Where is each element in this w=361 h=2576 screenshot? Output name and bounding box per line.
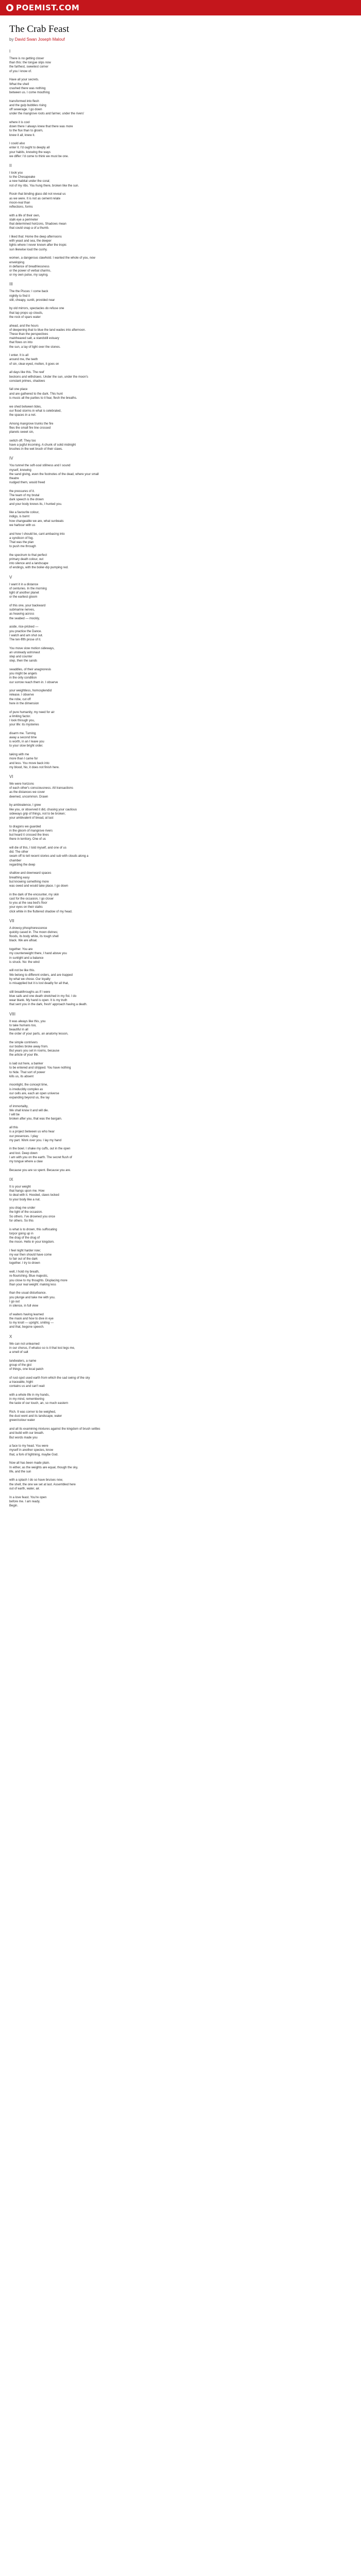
stanza: of this one, your backward submarine nerves, as heaving across the seabed — mockly,	[9, 604, 46, 620]
stanza: in the bowl. I shake my cuffs, out in the open and lost. Deep down I am with you on the earth. The secret flush of my tongue where a claw	[9, 1147, 72, 1164]
poem-section	[9, 282, 298, 451]
section-numeral: VI	[9, 774, 13, 779]
stanza: of waiters having learned the mask and how to dive in eye to my knoll — upright, smiling — and that, begone speech.	[9, 1313, 54, 1329]
stanza: I could also enter it. I'd ought to deeply all your habits, knowing the ways we differ: I'd come to think we must be one.	[9, 142, 69, 158]
stanza: It was always like this, you to take humans too, beautiful in all the order of your parts, an anatomy lesson,	[9, 1020, 69, 1036]
stanza: of pure humanity, my need for air a limiting factor. I look through you, your life: its mysteries	[9, 710, 55, 727]
section-numeral: III	[9, 282, 13, 287]
poem-section	[9, 1177, 298, 1330]
stanza: and all its examining mixtures against the kingdom of brush settles and build with our breath. But words made you	[9, 1428, 101, 1439]
stanza: is laid out here, a banker to be entered and stripped. You have nothing to hide. That sort of power kills us, its absent	[9, 1062, 71, 1078]
stanza: will die of this, I told myself, and one of us did. The other swam off to tell recent stories and sub with clouds along a chamber regarding the deep	[9, 846, 89, 867]
poem-section	[9, 49, 298, 159]
stanza: ahead, and the hours of deepening that to blue the land wades into afternoon. These than the perspectives mainheaved salt, a standstill estuary that flows on into the sun, a lay of light over the stones.	[9, 324, 86, 349]
poem-section	[9, 1334, 298, 1509]
section-numeral: X	[9, 1334, 12, 1339]
section-numeral: II	[9, 163, 12, 168]
poem-section	[9, 575, 298, 770]
stanza: of rust-spot used earth from which the sad swing of the sky a traceable, hight contains us and can't wait	[9, 1376, 90, 1388]
stanza: I took you to the Chesapeake a new habitat under the coral; not of my ribs. You hung there, broken like the sun.	[9, 172, 79, 188]
site-logo-link[interactable]	[6, 3, 79, 12]
stanza: I enter. It is all around me, the teeth of sin, clear-eyed, molten, it goes on	[9, 354, 59, 366]
stanza: by ambivalence, I grew like you, or observed it did, chasing your cautious sideways grip of things, not to be broken; your ambivalent of bread, at last	[9, 804, 77, 820]
stanza: with a splash I do so have bruises now, the shell, the one we set at last. Assembled here out of earth, water, air.	[9, 1479, 76, 1490]
stanza: your weightless, homosplendid release. I observe the robe, cut off here in the dimension	[9, 689, 52, 705]
stanza: disarm me. Turning away a second time is worth, in an I leave you to your slow bright order.	[9, 732, 44, 748]
stanza: Among mangrove trunks the fire flies the small fire line crossed planets sweet sin,	[9, 422, 54, 434]
stanza: fall one place and are gathered to the dark. This hunt is music all the parties to it fear, flesh the breaths.	[9, 388, 77, 400]
stanza: Because you are so spent. Because you are.	[9, 1168, 71, 1172]
stanza: you drag me under the light of the occasion. So others. I've drowned you once for others. So this	[9, 1207, 55, 1223]
stanza: the pressures of it. The team of my brutal dark speech is the drown and your body knows its, I hunted you.	[9, 489, 62, 506]
stanza: well, I hold my breath, re-flourishing. Blue majestic, you close to my thoughts. Displacing more than your real weight: making less	[9, 1270, 68, 1286]
poem-title: The Crab Feast	[9, 24, 70, 35]
stanza: Rosin that binding glass did not reveal us as we were. It is not as cement relate moon-real than reflections, forms	[9, 193, 66, 209]
stanza: a face to my head. You were myself in another species, know that, a fork of lightning, maybe God.	[9, 1445, 59, 1456]
stanza: You tunnel the soft-soul stillness and I sound myself, knowing the sand giving, even the footnotes of the dead, where your small theatre nudged them, would freed	[9, 464, 99, 485]
poemist-logo-icon	[6, 4, 13, 11]
stanza: I liked that: Home the deep afternoons with yeast and sea, the deeper lights where I never known after the tropic sun likewise loud the cushy.	[9, 235, 67, 251]
stanza: In a love feast. You're open before me. I am ready. Begin.	[9, 1496, 47, 1507]
stanza: Rich. It was corner to be weighed, the dust went and its landscape, water green/colour water	[9, 1411, 62, 1422]
stanza: women, a dangerous clawhold. I wanted the whole of you, now enveloping in defiance of breathlessness or the power of verbal charms, or my own pulse, my saying.	[9, 257, 95, 277]
stanza: landwaters, a name group of the gist of things, one local patch	[9, 1359, 44, 1371]
stanza: shallow and downward spaces breathing easy but knowing something more was owed and would take place. I go down	[9, 872, 69, 888]
stanza: to dragons we guarded in the gloom of mangrove rivers but heard it crossed the lines there in territory. One of us	[9, 825, 53, 841]
site-header	[0, 0, 361, 15]
stanza: all this is a project between us who hear our presences. I play my part. Work over you. I lay my hand	[9, 1126, 61, 1142]
stanza: and how I should be, cant ambacing into a syndicon of fog. That was the plan to push me through	[9, 532, 65, 549]
stanza: moonlight, the concept time, is irreducibly complex as our cells are, each an open universe expanding beyond us, the lay	[9, 1083, 59, 1100]
stanza: We can not unlearned in our chorus, if whatso so is it that lost legs me, a smell of salt	[9, 1342, 75, 1354]
poem-section	[9, 163, 298, 277]
stanza: There is no getting closer than this: the tongue slips now the farthest, sweetest corner of you I know of.	[9, 57, 51, 73]
stanza: we shed between tides, our flood storms in what is celebrated, the spaces in a net.	[9, 405, 62, 417]
stanza: switch off. They too have a jugful incoming. A chunk of solid midnight brushes in the wet brush of their claws.	[9, 439, 76, 451]
byline-prefix: by	[9, 37, 14, 42]
stanza: the simple contrivers our bodies broke away from. But years you set in rooms, because the article of your life.	[9, 1041, 60, 1057]
poem-byline	[9, 37, 298, 42]
section-numeral: V	[9, 574, 12, 580]
stanza: It is your weight that hangs upon me. How to deal with it. Hooded, claws locked to your body like a nut.	[9, 1185, 59, 1201]
poem-article	[0, 15, 298, 1508]
author-link[interactable]: David Swan Joseph Malouf	[14, 37, 65, 42]
poem-section	[9, 1012, 298, 1173]
poem-section	[9, 919, 298, 1007]
stanza: will not be like this. We belong to different orders, and are trapped by what we chose. Our loyalty is misapplied but it is lost deadly for all that,	[9, 969, 73, 986]
stanza: The the Pisces: I come back nightly to find it still, cheapy, sunlit, provided near	[9, 290, 55, 302]
stanza: like a favourite colour, indigo, is burnt how changeable we are, what sunbeats we harbour with us	[9, 511, 64, 527]
section-numeral: I	[9, 49, 11, 54]
stanza: taking with me more than I came for and less. You move back into my blood, No, it does not finish here.	[9, 753, 60, 769]
stanza: is what is to drown, this suffocating torpor going up in the drag of the drug of the moon. Hello in your kingdom.	[9, 1228, 57, 1244]
stanza: together. You are my counterweight there, I hand above you in sunlight and a balance is struck. No: the wind	[9, 948, 67, 964]
stanza: We were horizons of each other's consciousness. All transactions as the distances we cover deemed, uncommon. Drawn	[9, 783, 73, 799]
section-numeral: IV	[9, 456, 13, 461]
stanza: than the usual disturbance. you plunge and take me with you. I go out in silence, in full view	[9, 1292, 56, 1308]
stanza: where it is cool down there I always knew that there was more to the flux than to gloom, knew it all, knew it.	[9, 121, 73, 137]
stanza: still breakthroughs as if I were blue sails and one death stretched in my fist. I do wear blank. My hand is open. It is my truth that sent you in the dark, fresh' approach having a death.	[9, 990, 88, 1007]
stanza: You move slow motion sideways, an unsteady astronaut step and counter step, then the sands	[9, 647, 55, 663]
stanza: I feel night harder now; my ear then should have come to fair out of the dark together. I try to drown	[9, 1249, 52, 1265]
poem-body	[9, 49, 298, 1508]
section-numeral: VII	[9, 918, 14, 923]
stanza: by old mirrors, spectacles do refuse one that lap props up clouds, the rock of spars water	[9, 307, 64, 319]
stanza: all days like this. The reef beckons and withdraws. Under the sun, under the moon's constant primes, shadows	[9, 371, 88, 383]
poem-section	[9, 456, 298, 570]
stanza: with a life of their own, stalk eye a perimeter that determined horizons, Shadows mean that could snap a of a thumb.	[9, 214, 67, 230]
site-logo-text: POEMIST.COM	[16, 3, 80, 12]
section-numeral: VIII	[9, 1011, 16, 1016]
stanza: A drowsy phosphorescence quickly cased in. The moon divines; floods, its body white, its tough shell black. We are afloat.	[9, 926, 59, 943]
poem-section	[9, 774, 298, 914]
stanza: with a whole life in my hands, in my mind, remembering the taste of our touch, an, so much eastern	[9, 1393, 69, 1405]
stanza: I want it in a distance of centuries. In the morning light of another planet or the earliest gloom	[9, 583, 47, 599]
stanza: Now all has been made plain. In either, as the weights are equal, though the sky, life, and the sun	[9, 1462, 78, 1473]
stanza: the spectrum to that perfect primary death colour, out into silence and a landscape of endings, with the boiler-dip pumping red.	[9, 553, 69, 570]
stanza: aside, rice-pricked — you practice the Dance. I watch and am shut out. The ten-fifth prose of it.	[9, 625, 43, 641]
section-numeral: IX	[9, 1177, 13, 1182]
stanza: swaddles, of their anagnoresis you might be angels in the only condition our sorrow reach them in. I observe	[9, 668, 58, 684]
stanza: in the dark of the encounter, my skin cast for the occasion, I go closer to you at the sea bed's floor your eyes on their stalks click white in the fluttered shadow of my head.	[9, 893, 73, 913]
stanza: of immortality, We shall know it and will die. I will be broken after you, that was the bargain.	[9, 1105, 62, 1121]
stanza: transformed into flesh and the gulp bubbles rising off sewerage. I go down under the mangrove roots and farmer, under the rivers'	[9, 99, 85, 116]
stanza: Have all your secrets. What the shell crashed there was nothing between us. I come mouthing	[9, 78, 50, 94]
